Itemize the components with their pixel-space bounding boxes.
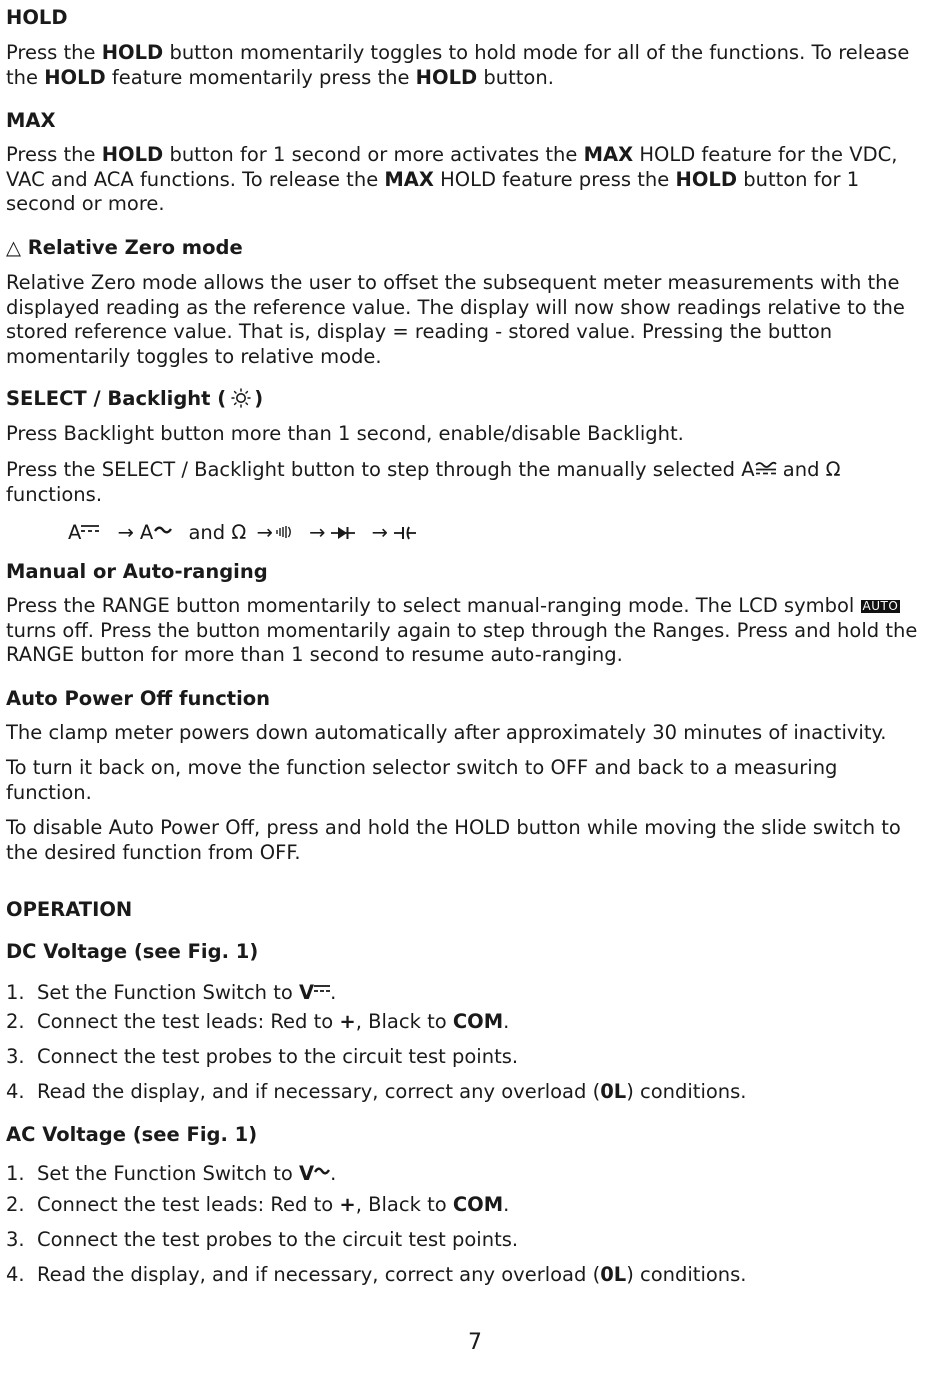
- section-heading-operation: OPERATION: [6, 898, 133, 921]
- ac-dc-symbol-icon: [755, 457, 777, 482]
- delta-icon: △: [6, 236, 21, 259]
- list-item: 2. Connect the test leads: Red to +, Black to COM.: [6, 1193, 510, 1216]
- section-heading-relative-zero: △ Relative Zero mode: [6, 236, 243, 259]
- list-item: 1. Set the Function Switch to V .: [6, 1158, 336, 1186]
- capacitor-icon: [394, 522, 416, 546]
- list-item: 4. Read the display, and if necessary, correct any overload (0L) conditions.: [6, 1080, 747, 1103]
- ac-symbol-icon: [154, 517, 172, 541]
- ranging-paragraph: Press the RANGE button momentarily to select manual-ranging mode. The LCD symbol AUTO turns off. Press the button momentarily again to step through the Ranges. Press and hold the RANGE button for more than 1 second to resume auto-ranging.: [6, 594, 918, 666]
- dc-symbol-icon: [314, 975, 330, 999]
- relative-paragraph: Relative Zero mode allows the user to offset the subsequent meter measurements with the displayed reading as the reference value. The display will now show readings relative to the stored reference value. That is, display = reading - stored value. Pressing the button momentarily toggles to relative mode.: [6, 271, 905, 368]
- section-heading-auto-power-off: Auto Power Off function: [6, 687, 271, 710]
- diode-icon: [331, 522, 355, 546]
- dc-symbol-icon: [81, 516, 99, 540]
- section-heading-dc-voltage: DC Voltage (see Fig. 1): [6, 940, 259, 963]
- section-heading-hold: HOLD: [6, 6, 68, 29]
- list-item: 1. Set the Function Switch to V .: [6, 975, 336, 1005]
- backlight-sun-icon: [230, 388, 252, 414]
- list-item: 4. Read the display, and if necessary, correct any overload (0L) conditions.: [6, 1263, 747, 1286]
- apo-paragraph-2: To turn it back on, move the function selector switch to OFF and back to a measuring function.: [6, 756, 838, 804]
- select-paragraph: Press the SELECT / Backlight button to step through the manually selected A and Ω functions.: [6, 458, 841, 506]
- max-paragraph: Press the HOLD button for 1 second or more activates the MAX HOLD feature for the VDC, VAC and ACA functions. To release the MAX HOLD feature press the HOLD button for 1 second or more.: [6, 143, 898, 215]
- list-item: 3. Connect the test probes to the circuit test points.: [6, 1228, 519, 1251]
- section-heading-max: MAX: [6, 109, 56, 132]
- apo-paragraph-1: The clamp meter powers down automatically after approximately 30 minutes of inactivity.: [6, 721, 887, 744]
- page-number: 7: [468, 1330, 482, 1355]
- auto-lcd-symbol: AUTO: [862, 599, 899, 613]
- apo-paragraph-3: To disable Auto Power Off, press and hold the HOLD button while moving the slide switch to the desired function from OFF.: [6, 816, 901, 864]
- hold-paragraph: Press the HOLD button momentarily toggles to hold mode for all of the functions. To release the HOLD feature momentarily press the HOLD button.: [6, 41, 910, 89]
- section-heading-ranging: Manual or Auto-ranging: [6, 560, 268, 583]
- list-item: 3. Connect the test probes to the circuit test points.: [6, 1045, 519, 1068]
- section-heading-ac-voltage: AC Voltage (see Fig. 1): [6, 1123, 258, 1146]
- section-heading-select-backlight: SELECT / Backlight ( ): [6, 387, 263, 414]
- ac-symbol-icon: [314, 1158, 330, 1182]
- continuity-icon: [275, 522, 293, 546]
- list-item: 2. Connect the test leads: Red to +, Black to COM.: [6, 1010, 510, 1033]
- backlight-paragraph: Press Backlight button more than 1 second, enable/disable Backlight.: [6, 422, 684, 445]
- select-sequence: A → A and Ω → → →: [68, 516, 416, 546]
